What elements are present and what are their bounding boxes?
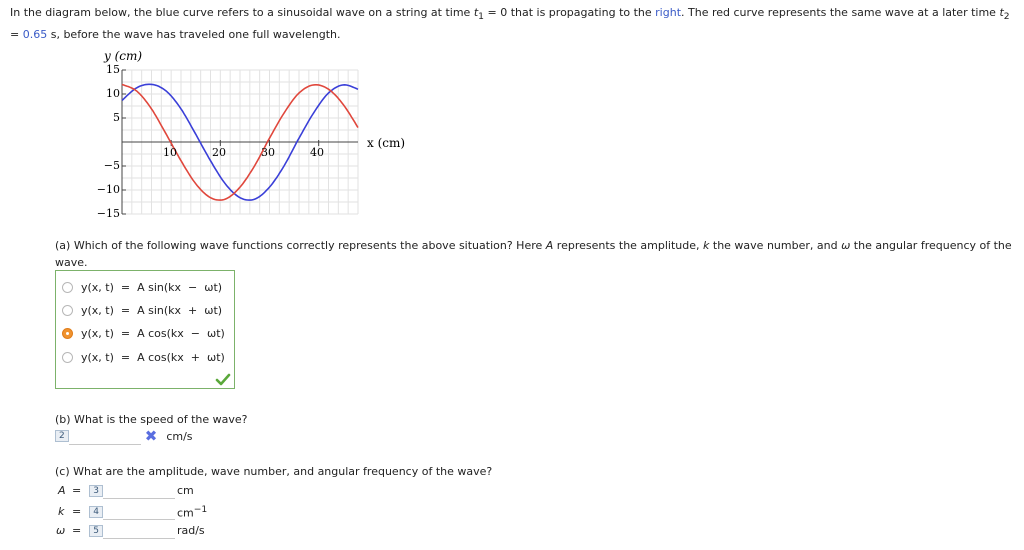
angular-frequency-input[interactable]	[103, 522, 175, 539]
choice-3[interactable]	[62, 324, 230, 342]
t1-var: t	[473, 6, 479, 19]
t2-sub: 2	[1003, 11, 1010, 23]
intro-text-2: = 0 that is propagating to the	[483, 6, 656, 19]
intro-text-3: . The red curve represents the same wave at a later time	[681, 6, 1000, 19]
y-tick-10: 10	[106, 87, 120, 100]
amplitude-row	[58, 482, 194, 499]
check-icon	[215, 373, 231, 386]
qa-var-k: k	[703, 239, 710, 252]
speed-input[interactable]	[69, 428, 141, 445]
angular-frequency-unit: rad/s	[176, 524, 205, 537]
amplitude-unit: cm	[176, 484, 194, 497]
x-axis-label: x (cm)	[367, 136, 406, 150]
choice-label: y(x, t) = A cos(kx + ωt)	[81, 350, 225, 364]
answer-number-tag: 4	[89, 506, 103, 518]
qb-text: (b) What is the speed of the wave?	[55, 413, 248, 426]
wavenumber-unit	[177, 504, 207, 520]
qc-text: (c) What are the amplitude, wave number, and angular frequency of the wave?	[55, 465, 493, 478]
radio-button-selected[interactable]	[62, 328, 73, 339]
wavenumber-input[interactable]	[103, 503, 175, 520]
angular-frequency-row	[56, 522, 205, 539]
equals-sign: =	[72, 505, 82, 518]
angular-frequency-var: ω	[56, 524, 66, 537]
amplitude-var: A	[58, 484, 66, 497]
wavenumber-unit-exponent: −1	[193, 503, 208, 515]
y-tick-neg10: −10	[96, 183, 120, 196]
answer-number-tag: 2	[55, 430, 69, 442]
question-a	[55, 237, 1015, 271]
intro-text-5: s, before the wave has traveled one full wavelength.	[47, 28, 341, 42]
choice-1[interactable]	[62, 278, 230, 296]
wavenumber-unit-base: cm	[176, 506, 194, 520]
wavenumber-row	[58, 503, 207, 520]
question-c	[55, 465, 492, 478]
qa-text-3: the wave number, and	[709, 239, 842, 252]
y-tick-neg15: −15	[96, 207, 120, 220]
x-tick-10: 10	[163, 146, 177, 159]
x-tick-20: 20	[212, 146, 226, 159]
radio-button[interactable]	[62, 282, 73, 293]
qa-text-1: (a) Which of the following wave functions correctly represents the above situation? Here	[55, 239, 546, 252]
equals-sign: =	[72, 524, 82, 537]
qa-text-2: represents the amplitude,	[553, 239, 704, 252]
y-tick-5: 5	[113, 111, 120, 124]
y-tick-15: 15	[106, 63, 120, 76]
radio-button[interactable]	[62, 352, 73, 363]
t1-sub: 1	[478, 11, 484, 23]
answer-number-tag: 3	[89, 485, 103, 497]
qa-var-A: A	[545, 239, 554, 252]
speed-unit: cm/s	[166, 429, 193, 443]
wavenumber-var: k	[58, 505, 65, 518]
choice-label: y(x, t) = A sin(kx − ωt)	[81, 280, 223, 294]
equals-sign: =	[72, 484, 82, 497]
x-tick-30: 30	[261, 146, 275, 159]
choice-label: y(x, t) = A cos(kx − ωt)	[81, 326, 225, 340]
intro-text-1: In the diagram below, the blue curve refers to a sinusoidal wave on a string at time	[10, 6, 474, 19]
answer-number-tag: 5	[89, 525, 103, 537]
choice-label: y(x, t) = A sin(kx + ωt)	[81, 303, 223, 317]
x-tick-40: 40	[310, 146, 324, 159]
qa-var-omega: ω	[841, 239, 851, 252]
t2-value: 0.65	[22, 28, 48, 42]
t2-var: t	[999, 6, 1004, 19]
cross-icon: ✖	[144, 427, 158, 445]
question-b	[55, 413, 248, 445]
qa-text-4: the angular frequency of the wave.	[55, 239, 1012, 269]
radio-button[interactable]	[62, 305, 73, 316]
direction-word: right	[655, 6, 682, 19]
choice-2[interactable]	[62, 301, 230, 319]
y-axis-label: y (cm)	[104, 49, 143, 63]
amplitude-input[interactable]	[103, 482, 175, 499]
answer-choices	[55, 270, 235, 389]
choice-4[interactable]	[62, 348, 230, 366]
intro-text-4: =	[10, 28, 23, 42]
y-tick-neg5: −5	[103, 159, 120, 172]
